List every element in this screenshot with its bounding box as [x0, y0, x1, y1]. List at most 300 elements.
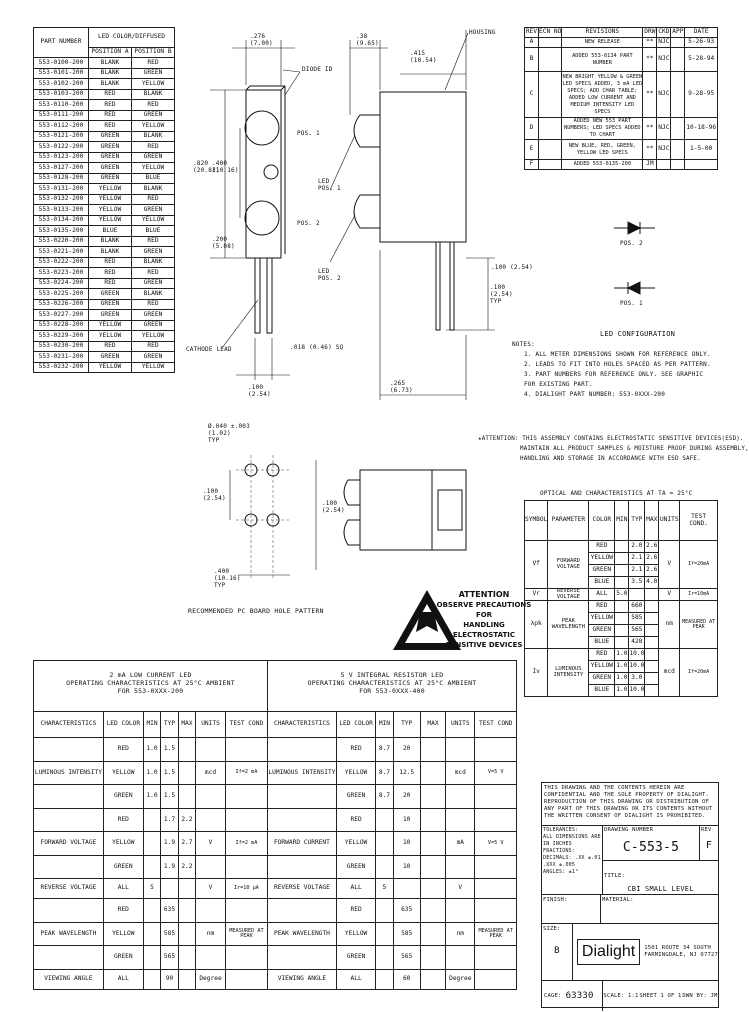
left-char-cell: 1.5	[161, 785, 178, 809]
optical-symbol-cell: Iv	[525, 649, 548, 697]
optical-value-cell: YELLOW	[589, 661, 615, 673]
left-char-cell: 1.0	[143, 738, 160, 762]
schematic-pos2	[614, 222, 655, 234]
optical-value-cell	[615, 601, 629, 613]
left-char-title-2: OPERATING CHARACTERISTICS AT 25°C AMBIENT	[66, 679, 235, 687]
left-char-header-cell: MAX	[178, 712, 195, 738]
left-char-cell: 635	[161, 899, 178, 923]
left-char-rows	[34, 738, 268, 990]
right-char-cell	[393, 879, 420, 899]
dim-body-depth: .38 (9.65)	[356, 33, 379, 47]
position-b-cell: GREEN	[132, 68, 175, 79]
revision-cell: B	[525, 48, 539, 72]
left-char-title-box	[33, 660, 268, 712]
position-a-cell: BLUE	[89, 226, 132, 237]
part-number-cell: 553-0122-200	[34, 142, 89, 153]
right-char-table	[267, 711, 517, 990]
left-char-cell	[196, 738, 226, 762]
left-char-cell	[143, 832, 160, 856]
right-char-cell: GREEN	[336, 785, 375, 809]
optical-symbol-cell: λpk	[525, 601, 548, 649]
right-char-header-cell: CHARACTERISTICS	[268, 712, 337, 738]
finish-box	[542, 895, 601, 923]
part-number-cell: 553-0133-200	[34, 205, 89, 216]
optical-param-cell: FORWARD VOLTAGE	[548, 541, 589, 589]
cage-label: CAGE:	[544, 993, 562, 999]
optical-cond-cell: MEASURED AT PEAK	[680, 601, 718, 649]
dwn-value: JM	[710, 993, 718, 999]
optical-param-cell: PEAK WAVELENGTH	[548, 601, 589, 649]
revision-cell: **	[643, 48, 657, 72]
optical-value-cell: RED	[589, 541, 615, 553]
dim-front: .265 (6.73)	[390, 380, 413, 394]
optical-value-cell: GREEN	[589, 625, 615, 637]
part-number-cell: 553-0231-200	[34, 352, 89, 363]
part-number-cell: 553-0127-200	[34, 163, 89, 174]
dim-lead-width: .018 (0.46) SQ	[290, 344, 344, 351]
right-char-cell: YELLOW	[336, 922, 375, 946]
dim-led-depth: .415 (10.54)	[410, 50, 437, 64]
position-a-cell: RED	[89, 89, 132, 100]
left-char-cell: 1.9	[161, 855, 178, 879]
right-char-cell	[420, 785, 445, 809]
optical-value-cell: 10.0	[629, 685, 645, 697]
right-char-cell: ALL	[336, 969, 375, 989]
position-b-cell: BLANK	[132, 257, 175, 268]
left-char-cell: mcd	[196, 761, 226, 785]
part-number-cell: 553-0131-200	[34, 184, 89, 195]
right-char-cell: mA	[446, 832, 475, 856]
size-label: SIZE:	[543, 926, 561, 932]
position-b-cell: BLUE	[132, 173, 175, 184]
revision-cell: 9-28-95	[685, 72, 718, 118]
position-b-cell: RED	[132, 268, 175, 279]
position-b-cell: GREEN	[132, 310, 175, 321]
optical-value-cell: 2.1	[629, 565, 645, 577]
right-char-row	[268, 946, 517, 970]
side-lead-1	[436, 242, 440, 330]
dim-pin-v: .400 (10.16) TYP	[214, 568, 241, 589]
dim-half: .200 (5.08)	[212, 236, 235, 250]
led-pos2-circle	[245, 201, 279, 235]
optical-header-typ: TYP	[629, 501, 645, 541]
decimals-value: DECIMALS: .XX ±.01	[543, 855, 601, 861]
position-b-cell: BLANK	[132, 289, 175, 300]
right-char-cell: REVERSE VOLTAGE	[268, 879, 337, 899]
optical-value-cell: GREEN	[589, 565, 615, 577]
left-char-cell: 2.7	[178, 832, 195, 856]
position-b-cell: BLANK	[132, 131, 175, 142]
optical-value-cell	[645, 685, 659, 697]
optical-header-max: MAX	[645, 501, 659, 541]
revision-cell: 10-18-96	[685, 118, 718, 140]
attention-line-2: MAINTAIN ALL PRODUCT SAMPLES & MOISTURE PROOF DURING ASSEMBLY,	[520, 446, 749, 452]
part-number-cell: 553-0110-200	[34, 100, 89, 111]
left-char-cell	[143, 808, 160, 832]
left-char-table	[33, 711, 268, 990]
revision-cell: NJC	[657, 38, 671, 48]
right-char-cell	[475, 785, 517, 809]
right-char-cell: 8.7	[376, 761, 393, 785]
right-char-header-cell: TYP	[393, 712, 420, 738]
position-b-cell: YELLOW	[132, 121, 175, 132]
right-char-cell: Degree	[446, 969, 475, 989]
left-char-header-cell: UNITS	[196, 712, 226, 738]
part-number-cell: 553-0128-200	[34, 173, 89, 184]
note-4: 4. DIALIGHT PART NUMBER: 553-0XXX-200	[524, 391, 666, 398]
left-char-cell: Degree	[196, 969, 226, 989]
position-b-cell: GREEN	[132, 247, 175, 258]
right-char-cell	[475, 855, 517, 879]
right-char-title-box	[267, 660, 517, 712]
revision-cell: **	[643, 118, 657, 140]
part-number-cell: 553-0101-200	[34, 68, 89, 79]
title-block	[541, 782, 719, 1008]
right-char-cell	[268, 946, 337, 970]
left-char-cell	[161, 879, 178, 899]
optical-value-cell	[645, 673, 659, 685]
label-led-pos1: LED POS. 1	[318, 178, 341, 192]
right-char-cell: 565	[393, 946, 420, 970]
revision-cell: ADDED 553-0134 PART NUMBER	[562, 48, 643, 72]
optical-header-units: UNITS	[659, 501, 680, 541]
left-char-cell	[143, 969, 160, 989]
revision-cell: JM	[643, 160, 657, 170]
position-b-cell: RED	[132, 341, 175, 352]
left-char-cell: Ir=10 µA	[225, 879, 267, 899]
optical-cond-cell: If=20mA	[680, 541, 718, 589]
optical-value-cell	[645, 601, 659, 613]
right-char-cell	[268, 738, 337, 762]
position-a-cell: RED	[89, 341, 132, 352]
left-char-cell: 2.2	[178, 808, 195, 832]
part-number-cell: 553-0229-200	[34, 331, 89, 342]
optical-symbol-cell: Vr	[525, 589, 548, 601]
part-number-cell: 553-0221-200	[34, 247, 89, 258]
esd-line-3: SENSITIVE DEVICES	[445, 641, 523, 649]
right-char-cell: 20	[393, 738, 420, 762]
optical-value-cell: YELLOW	[589, 553, 615, 565]
material-label: MATERIAL:	[602, 897, 634, 903]
part-number-cell: 553-0102-200	[34, 79, 89, 90]
left-char-cell: nm	[196, 922, 226, 946]
company-box	[573, 924, 718, 980]
revision-cell: NEW BLUE, RED, GREEN, YELLOW LED SPECS	[562, 140, 643, 160]
left-char-cell: 565	[161, 946, 178, 970]
right-char-cell: ALL	[336, 879, 375, 899]
right-char-cell	[376, 808, 393, 832]
date-header: DATE	[685, 28, 718, 38]
dim-led-tip: .100 (2.54) TYP	[490, 284, 513, 305]
left-char-cell	[34, 946, 104, 970]
part-number-cell: 553-0100-200	[34, 58, 89, 69]
right-char-cell: 8.7	[376, 738, 393, 762]
part-number-cell: 553-0226-200	[34, 299, 89, 310]
revisions-header: REVISIONS	[562, 28, 643, 38]
right-char-cell	[420, 808, 445, 832]
rev-value: F	[705, 840, 713, 851]
right-char-cell	[446, 855, 475, 879]
note-1: 1. ALL METER DIMENSIONS SHOWN FOR REFERENCE ONLY.	[524, 351, 711, 358]
position-b-header: POSITION B	[132, 48, 175, 58]
finish-label: FINISH:	[543, 897, 568, 903]
left-char-row	[34, 761, 268, 785]
right-char-row	[268, 899, 517, 923]
left-char-title-1: 2 mA LOW CURRENT LED	[109, 671, 192, 679]
right-char-cell	[475, 969, 517, 989]
right-char-title-1: 5 V INTEGRAL RESISTOR LED	[340, 671, 444, 679]
part-number-cell: 553-0112-200	[34, 121, 89, 132]
left-char-cell	[196, 855, 226, 879]
position-b-cell: RED	[132, 299, 175, 310]
attention-text-block	[478, 434, 749, 464]
left-char-row	[34, 969, 268, 989]
right-char-cell: 10	[393, 855, 420, 879]
optical-header-min: MIN	[615, 501, 629, 541]
left-char-cell	[143, 855, 160, 879]
esd-line-1: OBSERVE PRECAUTIONS FOR	[436, 601, 532, 619]
right-char-cell	[446, 808, 475, 832]
left-char-cell	[178, 738, 195, 762]
optical-value-cell: 3.5	[629, 577, 645, 589]
position-a-cell: BLANK	[89, 58, 132, 69]
right-char-cell	[446, 785, 475, 809]
optical-value-cell: BLUE	[589, 685, 615, 697]
right-char-title-2: OPERATING CHARACTERISTICS AT 25°C AMBIENT	[307, 679, 477, 687]
left-char-cell	[143, 946, 160, 970]
left-char-cell: GREEN	[103, 946, 143, 970]
left-char-cell: RED	[103, 899, 143, 923]
revision-cell: NEW BRIGHT YELLOW & GREEN LED SPECS ADDED, 3 mA LED SPECS; ADD CHAR TABLE; ADDED LOW CURRENT AND MEDIUM INTENSITY LED SPECS	[562, 72, 643, 118]
right-char-cell: V=5 V	[475, 832, 517, 856]
position-a-cell: GREEN	[89, 163, 132, 174]
right-char-cell: mcd	[446, 761, 475, 785]
revision-cell: C	[525, 72, 539, 118]
optical-value-cell	[615, 613, 629, 625]
position-b-cell: RED	[132, 142, 175, 153]
left-char-cell: V	[196, 832, 226, 856]
right-char-cell	[446, 946, 475, 970]
left-char-cell	[178, 946, 195, 970]
position-a-cell: YELLOW	[89, 362, 132, 373]
drw-header: DRW	[643, 28, 657, 38]
left-char-cell	[225, 969, 267, 989]
right-char-cell	[268, 808, 337, 832]
led-pos1-circle	[245, 111, 279, 145]
left-char-cell: VIEWING ANGLE	[34, 969, 104, 989]
right-char-cell	[475, 879, 517, 899]
optical-value-cell: RED	[589, 649, 615, 661]
right-char-cell: V=5 V	[475, 761, 517, 785]
esd-title: ATTENTION	[458, 590, 510, 599]
optical-value-cell: 2.1	[629, 553, 645, 565]
right-char-row	[268, 738, 517, 762]
optical-value-cell	[645, 661, 659, 673]
lead-left	[255, 258, 260, 333]
drawing-number-label: DRAWING NUMBER	[604, 827, 654, 833]
left-char-cell: 1.5	[161, 761, 178, 785]
label-diode-id: DIODE ID	[302, 66, 333, 73]
dim-pin-gap: .100 (2.54)	[248, 384, 271, 398]
label-schematic-pos2: POS. 2	[620, 240, 643, 247]
right-char-header-cell: MAX	[420, 712, 445, 738]
revision-cell: F	[525, 160, 539, 170]
right-char-title-3: FOR 553-0XXX-400	[359, 687, 425, 695]
revision-cell: **	[643, 72, 657, 118]
right-char-cell: 585	[393, 922, 420, 946]
position-a-cell: GREEN	[89, 152, 132, 163]
attention-line-1: ★ATTENTION: THIS ASSEMBLY CONTAINS ELECTROSTATIC SENSITIVE DEVICES(ESD).	[478, 436, 744, 442]
left-char-cell: YELLOW	[103, 922, 143, 946]
left-char-header-cell: CHARACTERISTICS	[34, 712, 104, 738]
left-char-row	[34, 738, 268, 762]
left-char-row	[34, 832, 268, 856]
optical-header-cond: TEST COND.	[680, 501, 718, 541]
left-char-cell: RED	[103, 738, 143, 762]
left-char-cell: RED	[103, 808, 143, 832]
tolerances-box	[542, 826, 603, 894]
left-char-row	[34, 808, 268, 832]
position-b-cell: BLANK	[132, 89, 175, 100]
notes-title: NOTES:	[512, 341, 535, 348]
position-b-cell: RED	[132, 236, 175, 247]
position-b-cell: YELLOW	[132, 163, 175, 174]
dim-height: .820 (20.83)	[193, 160, 220, 174]
right-char-cell: RED	[336, 808, 375, 832]
left-char-row	[34, 946, 268, 970]
optical-row	[525, 649, 718, 661]
right-char-cell	[475, 899, 517, 923]
revision-cell: NJC	[657, 118, 671, 140]
label-cathode: CATHODE LEAD	[186, 346, 232, 353]
position-b-cell: GREEN	[132, 110, 175, 121]
size-box	[542, 924, 573, 980]
label-pcb-pattern: RECOMMENDED PC BOARD HOLE PATTERN	[188, 607, 324, 615]
dwn-label: DWN BY:	[682, 993, 707, 999]
right-char-row	[268, 832, 517, 856]
left-char-header-row	[34, 712, 268, 738]
optical-value-cell: 428	[629, 637, 645, 649]
right-char-cell	[420, 922, 445, 946]
right-char-row	[268, 879, 517, 899]
right-char-cell: 20	[393, 785, 420, 809]
position-a-cell: GREEN	[89, 310, 132, 321]
part-number-cell: 553-0103-200	[34, 89, 89, 100]
left-char-cell	[34, 855, 104, 879]
right-char-cell: RED	[336, 899, 375, 923]
optical-value-cell	[645, 649, 659, 661]
optical-param-cell: LUMINOUS INTENSITY	[548, 649, 589, 697]
left-char-cell	[178, 922, 195, 946]
optical-value-cell: 1.0	[615, 685, 629, 697]
left-char-cell: GREEN	[103, 855, 143, 879]
part-number-cell: 553-0134-200	[34, 215, 89, 226]
optical-value-cell: BLUE	[589, 577, 615, 589]
right-char-cell: GREEN	[336, 946, 375, 970]
right-char-cell	[376, 855, 393, 879]
optical-title: OPTICAL AND CHARACTERISTICS AT TA = 25°C	[540, 490, 693, 497]
left-char-header-cell: MIN	[143, 712, 160, 738]
optical-value-cell: ALL	[589, 589, 615, 601]
position-b-cell: GREEN	[132, 152, 175, 163]
optical-value-cell: RED	[589, 601, 615, 613]
dim-hole: Ø.040 ±.003 (1.02) TYP	[208, 423, 250, 444]
left-char-cell: If=2 mA	[225, 832, 267, 856]
position-a-cell: GREEN	[89, 289, 132, 300]
left-char-cell	[225, 808, 267, 832]
optical-value-cell	[629, 589, 645, 601]
right-char-row	[268, 922, 517, 946]
ckd-header: CKD	[657, 28, 671, 38]
left-char-cell	[225, 738, 267, 762]
right-char-cell	[420, 855, 445, 879]
position-a-cell: RED	[89, 268, 132, 279]
optical-value-cell: 2.0	[629, 541, 645, 553]
side-led-pos2	[354, 195, 380, 228]
left-char-cell	[143, 922, 160, 946]
revision-cell: **	[643, 38, 657, 48]
optical-value-cell: 1.0	[615, 673, 629, 685]
position-a-cell: BLANK	[89, 68, 132, 79]
position-a-cell: GREEN	[89, 142, 132, 153]
part-number-header: PART NUMBER	[34, 28, 89, 58]
position-a-cell: YELLOW	[89, 194, 132, 205]
optical-row	[525, 601, 718, 613]
left-char-row	[34, 879, 268, 899]
optical-value-cell	[645, 589, 659, 601]
position-b-cell: RED	[132, 58, 175, 69]
optical-value-cell	[615, 625, 629, 637]
optical-value-cell	[615, 541, 629, 553]
left-char-cell: ALL	[103, 969, 143, 989]
side-led-pos1	[354, 115, 380, 147]
position-a-cell: YELLOW	[89, 205, 132, 216]
left-char-header-cell: TEST COND	[225, 712, 267, 738]
right-char-cell	[446, 899, 475, 923]
optical-units-cell: nm	[659, 601, 680, 649]
left-char-cell: PEAK WAVELENGTH	[34, 922, 104, 946]
optical-value-cell	[615, 637, 629, 649]
position-a-cell: YELLOW	[89, 215, 132, 226]
left-char-cell	[225, 899, 267, 923]
part-number-cell: 553-0228-200	[34, 320, 89, 331]
right-char-cell: PEAK WAVELENGTH	[268, 922, 337, 946]
left-char-cell	[178, 899, 195, 923]
part-number-cell: 553-0132-200	[34, 194, 89, 205]
left-char-row	[34, 899, 268, 923]
housing-side-outline	[380, 92, 466, 242]
optical-units-cell: mcd	[659, 649, 680, 697]
optical-header-param: PARAMETER	[548, 501, 589, 541]
position-b-cell: BLANK	[132, 184, 175, 195]
part-number-cell: 553-0225-200	[34, 289, 89, 300]
dim-lead-bend: .100 (2.54)	[491, 264, 533, 271]
note-3: 3. PART NUMBERS FOR REFERENCE ONLY. SEE GRAPHIC FOR EXISTING PART.	[524, 371, 704, 388]
part-number-cell: 553-0123-200	[34, 152, 89, 163]
right-char-cell	[376, 969, 393, 989]
revision-cell: NJC	[657, 48, 671, 72]
part-number-cell: 553-0230-200	[34, 341, 89, 352]
label-pos1: POS. 1	[297, 130, 320, 137]
position-a-cell: YELLOW	[89, 184, 132, 195]
left-char-cell: If=2 mA	[225, 761, 267, 785]
optical-value-cell: 1.0	[615, 649, 629, 661]
title-value: CBI SMALL LEVEL	[627, 885, 694, 893]
left-char-cell	[178, 761, 195, 785]
right-char-cell: RED	[336, 738, 375, 762]
company-logo: Dialight	[577, 939, 640, 965]
cage-value: 63330	[565, 991, 594, 1001]
